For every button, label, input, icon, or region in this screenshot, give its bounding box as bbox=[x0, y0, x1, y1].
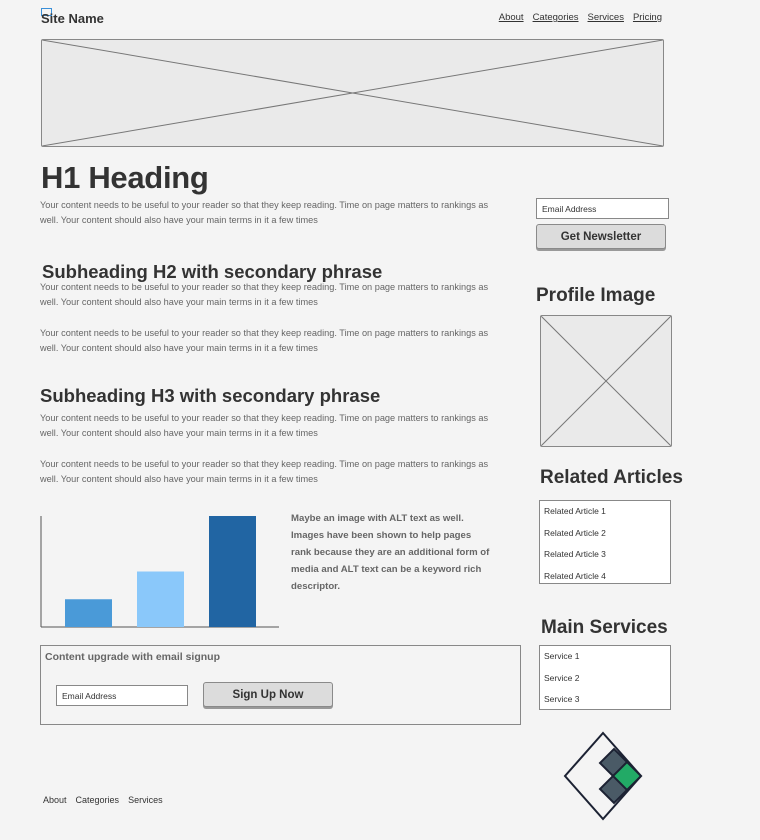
footer-nav bbox=[43, 795, 163, 805]
chart-bar bbox=[209, 516, 256, 627]
related-articles-list bbox=[539, 500, 671, 584]
h2-paragraph-1: Your content needs to be useful to your reader so that they keep reading. Time on page matters to rankings as well. Your content should also have your main terms in it a few times bbox=[40, 282, 489, 307]
get-newsletter-button[interactable]: Get Newsletter bbox=[536, 224, 666, 249]
hero-image-placeholder bbox=[41, 39, 664, 147]
nav-about[interactable]: About bbox=[498, 12, 524, 23]
h2-paragraph-2: Your content needs to be useful to your reader so that they keep reading. Time on page matters to rankings as well. Your content should also have your main terms in it a few times bbox=[40, 328, 489, 353]
sign-up-button[interactable]: Sign Up Now bbox=[203, 682, 333, 707]
profile-image-heading: Profile Image bbox=[536, 285, 656, 306]
nav-categories[interactable]: Categories bbox=[532, 12, 579, 23]
related-article-item[interactable]: Related Article 2 bbox=[544, 527, 606, 538]
footer-about[interactable]: About bbox=[43, 795, 67, 805]
h3-paragraph-1: Your content needs to be useful to your reader so that they keep reading. Time on page matters to rankings as well. Your content should also have your main terms in it a few times bbox=[40, 413, 489, 438]
main-services-list bbox=[539, 645, 671, 710]
subheading-h2: Subheading H2 with secondary phrase bbox=[42, 261, 383, 282]
subheading-h3: Subheading H3 with secondary phrase bbox=[40, 385, 381, 406]
page-title: H1 Heading bbox=[41, 160, 209, 195]
footer-categories[interactable]: Categories bbox=[75, 795, 120, 805]
h3-paragraph-2: Your content needs to be useful to your reader so that they keep reading. Time on page matters to rankings as well. Your content should also have your main terms in it a few times bbox=[40, 459, 489, 484]
nav-services[interactable]: Services bbox=[587, 12, 624, 23]
upgrade-email-input[interactable]: Email Address bbox=[56, 685, 188, 706]
top-nav bbox=[499, 12, 662, 23]
service-item[interactable]: Service 3 bbox=[544, 694, 580, 704]
related-article-item[interactable]: Related Article 3 bbox=[544, 549, 606, 559]
site-name[interactable]: Site Name bbox=[41, 11, 104, 26]
content-upgrade-title: Content upgrade with email signup bbox=[45, 651, 221, 663]
intro-paragraph: Your content needs to be useful to your reader so that they keep reading. Time on page matters to rankings as well. Your content should also have your main terms in it a few times bbox=[40, 200, 489, 225]
service-item[interactable]: Service 1 bbox=[544, 651, 580, 661]
chart-bar bbox=[137, 572, 184, 628]
related-article-item[interactable]: Related Article 4 bbox=[544, 570, 606, 581]
profile-image-placeholder bbox=[540, 315, 672, 447]
related-articles-heading: Related Articles bbox=[540, 467, 683, 488]
nav-pricing[interactable]: Pricing bbox=[632, 12, 662, 23]
bar-chart bbox=[40, 512, 282, 630]
image-caption: Maybe an image with ALT text as well. Images have been shown to help pages rank because they are an additional form of media and ALT text can be a keyword rich descriptor. bbox=[291, 513, 490, 592]
main-services-heading: Main Services bbox=[541, 617, 668, 638]
footer-services[interactable]: Services bbox=[128, 795, 163, 805]
chart-bar bbox=[65, 599, 112, 627]
newsletter-email-input[interactable]: Email Address bbox=[536, 198, 669, 219]
service-item[interactable]: Service 2 bbox=[544, 672, 580, 683]
related-article-item[interactable]: Related Article 1 bbox=[544, 506, 606, 516]
logo-icon bbox=[562, 731, 644, 821]
